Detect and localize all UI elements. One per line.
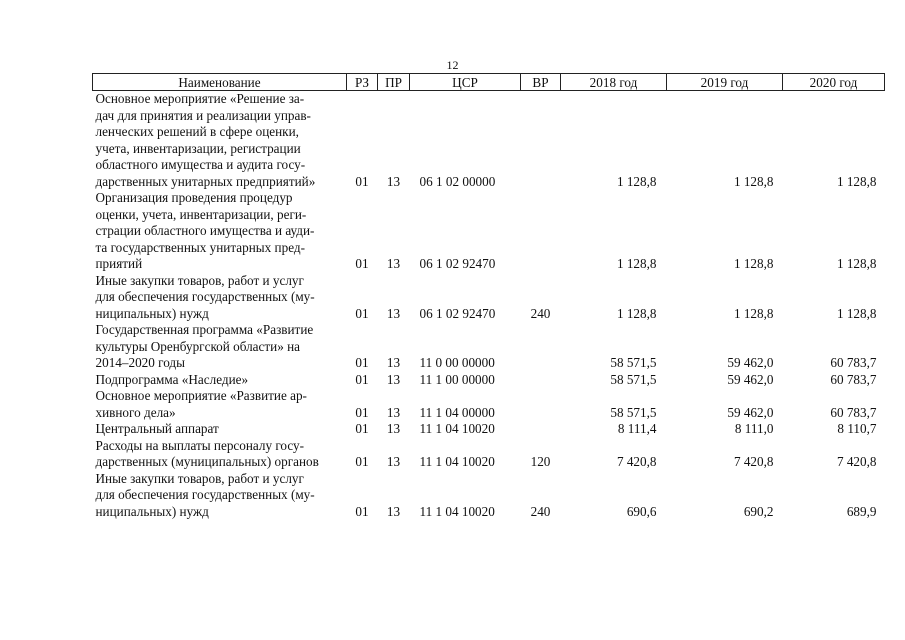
row-value-2019: 59 462,0 (727, 355, 774, 370)
row-value-2019: 59 462,0 (727, 404, 774, 420)
row-name-line: для обеспечения государственных (му- (95, 289, 315, 304)
row-name (93, 388, 347, 421)
row-value-2020: 1 128,8 (836, 173, 877, 189)
row-csr: 11 1 04 10020 (419, 503, 495, 519)
header-2019: 2019 год (667, 74, 783, 91)
row-pr: 13 (386, 503, 401, 519)
table-header (93, 74, 885, 91)
row-csr: 06 1 02 92470 (419, 305, 496, 321)
row-name-line: Подпрограмма «Наследие» (95, 371, 249, 387)
row-name-line: для обеспечения государственных (му- (95, 487, 315, 502)
row-value-2019: 1 128,8 (733, 173, 774, 189)
row-value-2019: 690,2 (743, 503, 774, 519)
row-name (93, 91, 347, 191)
row-name (93, 322, 347, 372)
row-name-line: дарственных унитарных предприятий» (95, 173, 316, 189)
header-2018: 2018 год (561, 74, 667, 91)
row-vr (521, 421, 561, 438)
table-row (93, 388, 885, 421)
row-name-line: приятий (95, 256, 143, 271)
row-csr: 11 0 00 00000 (419, 355, 495, 370)
row-value-2019: 1 128,8 (733, 305, 774, 321)
row-vr (521, 372, 561, 389)
row-name-line: дарственных (муниципальных) органов (95, 454, 319, 469)
row-rz: 01 (355, 256, 369, 271)
row-rz: 01 (355, 404, 369, 420)
row-value-2018: 8 111,4 (617, 421, 657, 436)
row-csr: 06 1 02 92470 (419, 256, 496, 271)
row-csr: 11 1 04 10020 (419, 454, 495, 469)
row-name-line: Расходы на выплаты персоналу госу- (95, 437, 305, 453)
row-name (93, 190, 347, 273)
header-2020: 2020 год (783, 74, 885, 91)
row-pr: 13 (386, 421, 401, 436)
row-value-2018: 58 571,5 (610, 404, 657, 420)
row-vr (521, 388, 561, 421)
row-name-line: Государственная программа «Развитие (95, 322, 314, 337)
row-value-2019: 8 111,0 (734, 421, 774, 436)
row-value-2018: 58 571,5 (610, 355, 657, 370)
table-row (93, 471, 885, 521)
row-vr: 120 (530, 454, 551, 469)
row-name-line: дач для принятия и реализации управ- (95, 107, 311, 123)
row-pr: 13 (386, 173, 401, 189)
row-rz: 01 (355, 421, 369, 436)
row-name-line: оценки, учета, инвентаризации, реги- (95, 206, 307, 222)
header-row (93, 74, 885, 91)
row-vr (521, 91, 561, 191)
row-value-2020: 1 128,8 (836, 305, 877, 321)
row-name-line: Центральный аппарат (95, 421, 219, 436)
row-name-line: ленческих решений в сфере оценки, (95, 124, 299, 139)
row-rz: 01 (355, 305, 369, 321)
row-name-line: ниципальных) нужд (95, 305, 209, 321)
row-csr: 11 1 00 00000 (419, 371, 495, 387)
row-name-line: Иные закупки товаров, работ и услуг (95, 272, 304, 288)
table-row (93, 421, 885, 438)
row-value-2018: 1 128,8 (616, 305, 657, 321)
row-name (93, 372, 347, 389)
row-vr (521, 190, 561, 273)
row-value-2020: 60 783,7 (830, 371, 877, 387)
row-name (93, 273, 347, 323)
row-pr: 13 (386, 305, 401, 321)
table-body (93, 91, 885, 521)
row-vr: 240 (530, 305, 551, 321)
row-rz: 01 (355, 173, 369, 189)
row-name (93, 421, 347, 438)
row-value-2020: 7 420,8 (836, 454, 877, 469)
row-value-2020: 689,9 (846, 503, 877, 519)
budget-table (92, 73, 885, 520)
row-value-2020: 60 783,7 (830, 355, 877, 370)
table-row (93, 438, 885, 471)
row-vr: 240 (530, 503, 551, 519)
row-value-2020: 8 110,7 (837, 421, 877, 436)
row-name-line: областного имущества и аудита госу- (95, 157, 306, 172)
table-row (93, 322, 885, 372)
row-value-2018: 1 128,8 (616, 256, 657, 271)
row-pr: 13 (386, 355, 401, 370)
row-value-2019: 1 128,8 (733, 256, 774, 271)
row-value-2018: 7 420,8 (616, 454, 657, 469)
row-value-2020: 60 783,7 (830, 404, 877, 420)
row-name (93, 438, 347, 471)
row-rz: 01 (355, 503, 369, 519)
row-value-2018: 690,6 (626, 503, 657, 519)
header-pr: ПР (378, 74, 410, 91)
row-name-line: та государственных унитарных пред- (95, 239, 305, 255)
row-rz: 01 (355, 371, 369, 387)
row-value-2019: 59 462,0 (727, 371, 774, 387)
row-name-line: Иные закупки товаров, работ и услуг (95, 470, 304, 486)
table-row (93, 190, 885, 273)
row-rz: 01 (355, 454, 369, 469)
header-vr: ВР (521, 74, 561, 91)
row-name-line: учета, инвентаризации, регистрации (95, 140, 301, 156)
row-value-2019: 7 420,8 (733, 454, 774, 469)
row-name-line: ниципальных) нужд (95, 503, 209, 519)
row-csr: 06 1 02 00000 (419, 173, 496, 189)
row-csr: 11 1 04 10020 (419, 421, 495, 436)
header-name: Наименование (93, 74, 347, 91)
row-name-line: страции областного имущества и ауди- (95, 223, 315, 238)
row-rz: 01 (355, 355, 369, 370)
header-csr: ЦСР (410, 74, 521, 91)
header-rz: РЗ (347, 74, 378, 91)
row-pr: 13 (386, 454, 401, 469)
table-row (93, 372, 885, 389)
row-name-line: Организация проведения процедур (95, 190, 293, 205)
row-name-line: Основное мероприятие «Решение за- (95, 91, 305, 106)
row-pr: 13 (386, 371, 401, 387)
row-value-2018: 1 128,8 (616, 173, 657, 189)
row-name (93, 471, 347, 521)
row-pr: 13 (386, 404, 401, 420)
row-vr (521, 322, 561, 372)
row-name-line: 2014–2020 годы (95, 355, 186, 370)
row-name-line: хивного дела» (95, 404, 176, 420)
row-value-2020: 1 128,8 (836, 256, 877, 271)
page-number: 12 (446, 58, 459, 72)
row-name-line: культуры Оренбургской области» на (95, 338, 301, 354)
row-pr: 13 (386, 256, 401, 271)
row-csr: 11 1 04 00000 (419, 404, 495, 420)
table-row (93, 91, 885, 191)
row-value-2018: 58 571,5 (610, 371, 657, 387)
table-row (93, 273, 885, 323)
row-name-line: Основное мероприятие «Развитие ар- (95, 388, 307, 403)
